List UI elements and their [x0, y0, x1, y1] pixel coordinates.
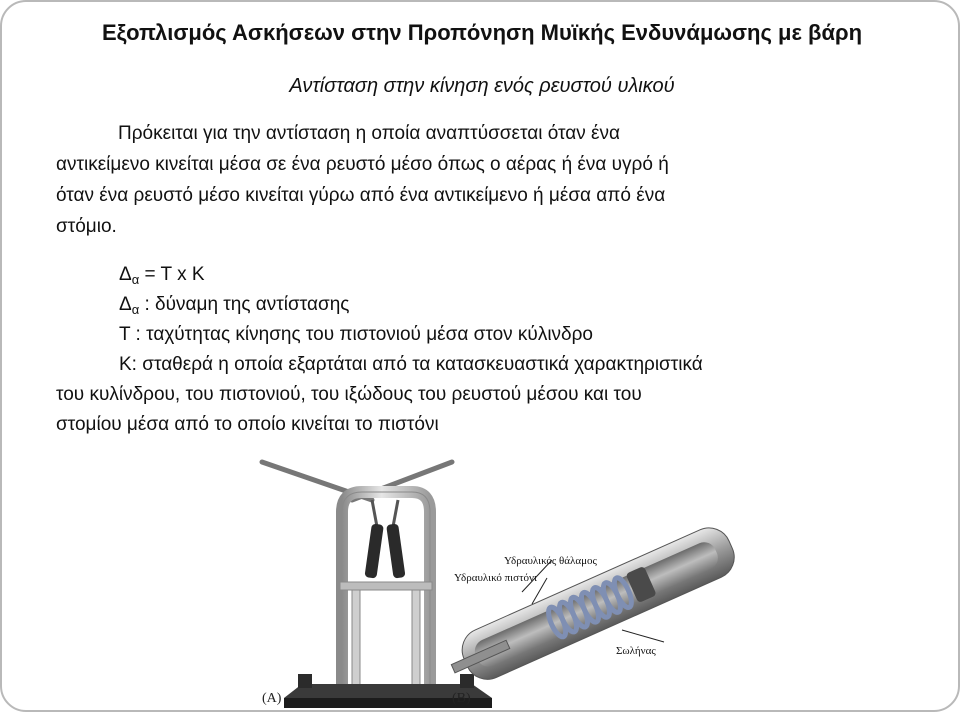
label-hydraulic-chamber: Υδραυλικός θάλαμος	[504, 555, 597, 567]
label-hydraulic-piston: Υδραυλικό πιστόνι	[454, 572, 537, 584]
formula-k-definition-cont: στομίου μέσα από το οποίο κινείται το πιστόνι	[56, 414, 439, 435]
slide-title: Εξοπλισμός Ασκήσεων στην Προπόνηση Μυϊκής Ενδυνάμωσης με βάρη	[101, 20, 863, 45]
formula-equation	[56, 260, 936, 290]
equipment-figure	[202, 452, 742, 710]
alpha-subscript: α	[131, 272, 140, 287]
formula-k-definition-cont: του κυλίνδρου, του πιστονιού, του ιξώδους του ρευστού μέσου και του	[56, 384, 642, 405]
alpha-subscript: α	[131, 302, 140, 317]
delta-symbol: Δ	[119, 294, 132, 315]
figure-label-b: (Β)	[452, 691, 471, 706]
paragraph-line: Πρόκειται για την αντίσταση η οποία αναπτύσσεται όταν ένα	[118, 123, 620, 144]
description-paragraph	[56, 118, 856, 242]
hydraulic-cylinder-cutaway	[442, 521, 741, 692]
formula-t-definition: Τ : ταχύτητας κίνησης του πιστονιού μέσα στον κύλινδρο	[119, 324, 593, 345]
formula-block	[56, 260, 936, 440]
delta-definition-text: : δύναμη της αντίστασης	[139, 294, 350, 315]
figure-label-a: (Α)	[262, 691, 282, 706]
formula-delta-definition	[56, 290, 936, 320]
paragraph-line: στόμιο.	[56, 216, 117, 237]
delta-symbol: Δ	[119, 264, 132, 285]
paragraph-line: όταν ένα ρευστό μέσο κινείται γύρω από ένα αντικείμενο ή μέσα από ένα	[56, 185, 666, 206]
equipment-illustration	[202, 452, 742, 710]
paragraph-line: αντικείμενο κινείται μέσα σε ένα ρευστό μέσο όπως ο αέρας ή ένα υγρό ή	[56, 154, 669, 175]
label-tube: Σωλήνας	[616, 645, 656, 657]
equation-rest: = Τ x Κ	[139, 264, 205, 285]
slide-subtitle: Αντίσταση στην κίνηση ενός ρευστού υλικού	[289, 75, 675, 97]
formula-k-definition: Κ: σταθερά η οποία εξαρτάται από τα κατασκευαστικά χαρακτηριστικά	[119, 354, 703, 375]
